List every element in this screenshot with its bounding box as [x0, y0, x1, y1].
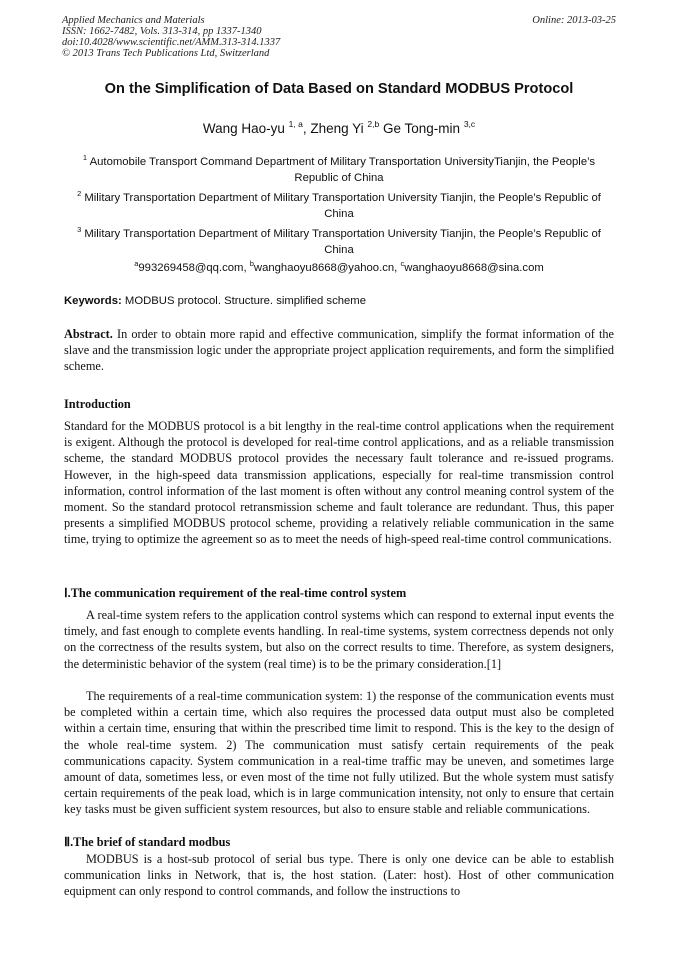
affiliation-3 — [70, 222, 608, 258]
author-sup: 3,c — [463, 119, 476, 129]
author-list — [40, 119, 638, 136]
email-sup: b — [249, 259, 254, 268]
email-sep: , — [243, 262, 250, 274]
affiliation-text: Military Transportation Department of Military Transportation University Tianjin, the People’s Republic of China — [84, 192, 601, 220]
affiliation-text: Automobile Transport Command Department of Military Transportation UniversityTianjin, the People’s Republic of China — [89, 156, 596, 184]
email-sup: a — [134, 259, 139, 268]
email-sep: , — [394, 262, 401, 274]
online-date: Online: 2013-03-25 — [532, 15, 616, 26]
author-name: Wang Hao-yu — [202, 121, 285, 136]
issn-line: ISSN: 1662-7482, Vols. 313-314, pp 1337-1340 — [62, 26, 262, 37]
author-name: Zheng Yi — [310, 121, 364, 136]
author-sup: 1, a — [288, 119, 303, 129]
section-1-paragraph-2: The requirements of a real-time communication system: 1) the response of the communication events must be completed within a certain time, which also requires the processed data output must also be completed within a certain time, ensuring that within the prescribed time limit to respond. This is the key to the design of the whole real-time system. 2) The communication must satisfy certain requirements of the peak communications capacity. System communication in a real-time traffic may be uneven, and sometimes large amount of data, sometimes less, or even most of the time not fully utilized. But the whole system must satisfy certain requirements of the peak load, which is in large communication intensity, not only to ensure that certain key tasks must be given sufficient system resources, but also to ensure stable and reliable communications. — [64, 689, 614, 817]
email-sup: c — [400, 259, 405, 268]
section-1-paragraph-1: A real-time system refers to the application control systems which can respond to external input events the timely, and fast enough to complete events handling. In real-time systems, system correctness depends not only on the correctness of the results system, but also on the correct results to time. Therefore, as system designers, the deterministic behavior of the system (real time) is to be the primary consideration.[1] — [64, 608, 614, 671]
journal-name: Applied Mechanics and Materials — [62, 15, 205, 26]
section-2-paragraph-1: MODBUS is a host-sub protocol of serial bus type. There is only one device can be able to establish communication links in Network, that is, the host station. (Later: host). Host of other communication equipment can only respond to control commands, and follow the instructions to — [64, 852, 614, 899]
copyright-line: © 2013 Trans Tech Publications Ltd, Switzerland — [62, 48, 270, 59]
abstract-label: Abstract. — [64, 327, 113, 341]
author-sup: 2,b — [367, 119, 380, 129]
affiliation-num: 3 — [77, 225, 82, 234]
affiliation-1 — [70, 150, 608, 186]
paper-title: On the Simplification of Data Based on Standard MODBUS Protocol — [104, 81, 574, 97]
affiliation-text: Military Transportation Department of Military Transportation University Tianjin, the People’s Republic of China — [84, 228, 601, 256]
author-sep: , — [302, 121, 311, 136]
section-2-numeral: Ⅱ — [64, 835, 71, 849]
section-1-numeral: Ⅰ — [64, 586, 68, 600]
doi-line: doi:10.4028/www.scientific.net/AMM.313-314.1337 — [62, 37, 281, 48]
section-1-title: .The communication requirement of the real-time control system — [67, 586, 407, 600]
keywords-label: Keywords: — [64, 295, 122, 307]
affiliation-num: 2 — [77, 189, 82, 198]
email-list — [40, 259, 638, 274]
affiliation-num: 1 — [82, 153, 88, 162]
introduction-text: Standard for the MODBUS protocol is a bit lengthy in the real-time control applications when the requirement is exigent. Although the protocol is developed for real-time control applications, and as a reliable transmission scheme, the standard MODBUS protocol provides the necessary fault tolerance and re-issued programs. However, in the high-speed data transmission applications, especially for real-time transmission control information, control information of the last moment is often without any control meaning control system of the moment. So the standard protocol retransmission scheme and fault tolerance are redundant. Thus, this paper presents a simplified MODBUS protocol scheme, providing a relatively reliable communication in the same time, trying to optimize the agreement so as to meet the needs of high-speed real-time control communications. — [64, 419, 614, 547]
email-link[interactable]: wanghaoyu8668@sina.com — [404, 262, 544, 274]
section-2-title: .The brief of standard modbus — [70, 835, 231, 849]
abstract-text: In order to obtain more rapid and effective communication, simplify the format information of the slave and the transmission logic under the appropriate project application requirements, and form the simplified scheme. — [64, 327, 614, 374]
keywords — [64, 295, 616, 307]
section-2-heading — [64, 834, 614, 850]
author-name: Ge Tong-min — [383, 121, 461, 136]
abstract — [64, 326, 614, 375]
keywords-text: MODBUS protocol. Structure. simplified scheme — [121, 295, 366, 307]
email-link[interactable]: wanghaoyu8668@yahoo.cn — [253, 262, 395, 274]
section-1-heading — [64, 585, 614, 601]
publication-header — [62, 15, 482, 59]
introduction-heading: Introduction — [64, 397, 131, 411]
affiliation-2 — [70, 186, 608, 222]
email-link[interactable]: 993269458@qq.com — [138, 262, 244, 274]
